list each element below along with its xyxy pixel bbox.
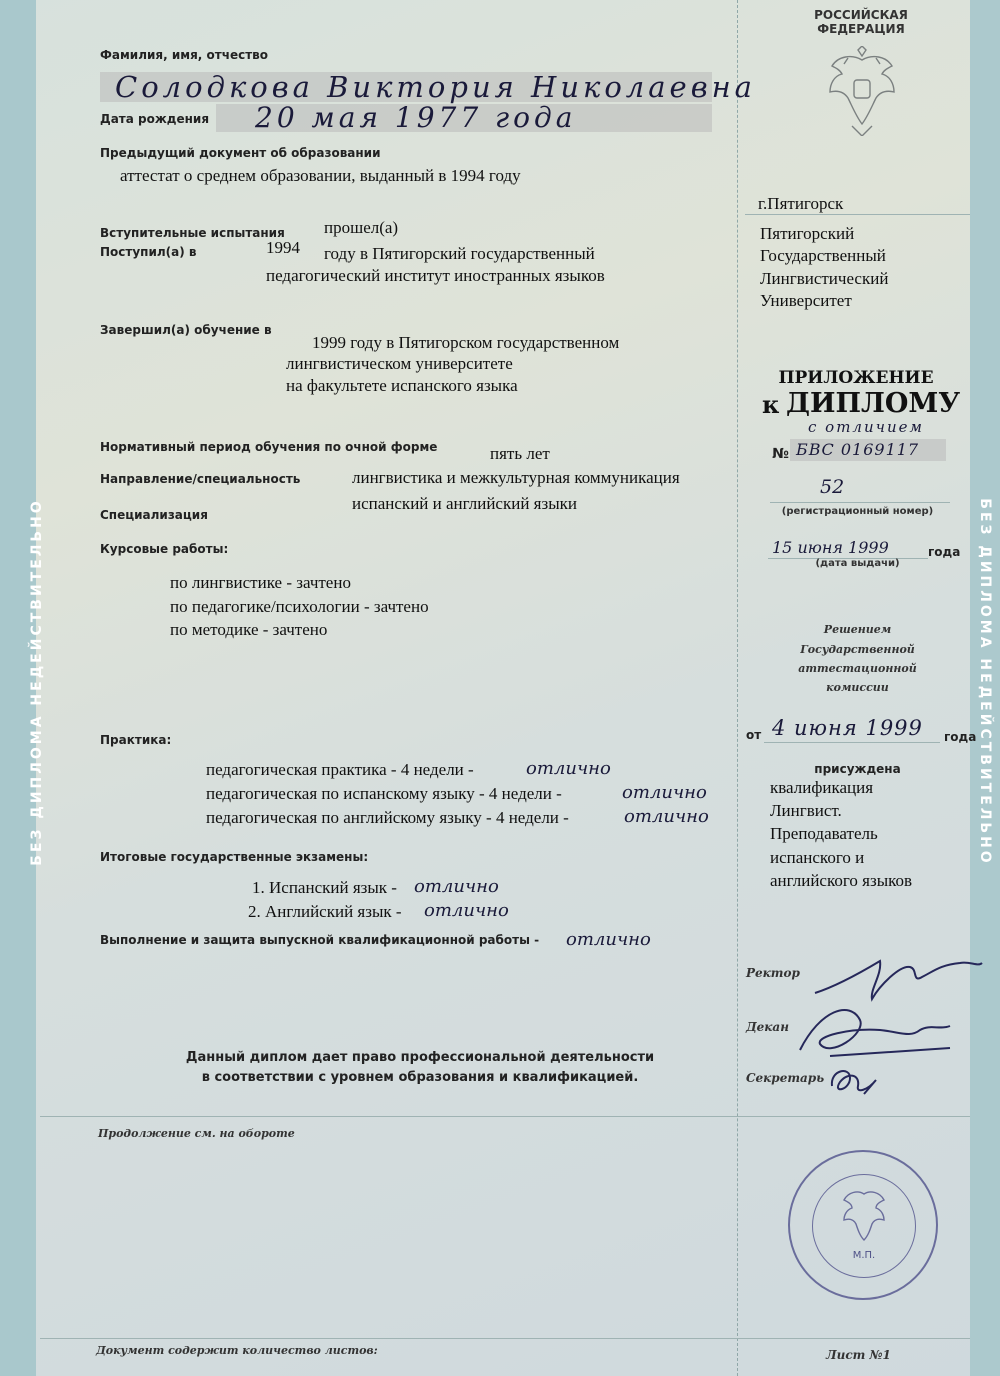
registration-number: 52 bbox=[820, 476, 845, 498]
enrolled-label: Поступил(а) в bbox=[100, 245, 197, 259]
qualification-line: квалификация bbox=[770, 778, 874, 797]
practice-grade: отлично bbox=[624, 806, 709, 827]
reg-underline bbox=[770, 502, 950, 503]
practice-item: педагогическая практика - 4 недели - bbox=[206, 760, 474, 779]
enrolled-line-1: году в Пятигорский государственный bbox=[324, 244, 595, 263]
awarded-label: присуждена bbox=[814, 762, 901, 776]
qualification-line: Преподаватель bbox=[770, 824, 878, 843]
rector-signature bbox=[810, 955, 985, 1005]
entrance-label: Вступительные испытания bbox=[100, 226, 285, 240]
number-sign: № bbox=[772, 446, 789, 462]
column-divider bbox=[737, 0, 738, 1376]
supplement-title: ПРИЛОЖЕНИЕ bbox=[778, 368, 934, 388]
country-label: РОССИЙСКАЯ bbox=[814, 8, 908, 22]
qualification-line: Лингвист. bbox=[770, 801, 842, 820]
coursework-item: по методике - зачтено bbox=[170, 620, 328, 639]
specialization-label: Специализация bbox=[100, 508, 208, 522]
seal-mp-label: М.П. bbox=[852, 1250, 876, 1261]
qualification-line: английского языков bbox=[770, 871, 913, 890]
country-label-2: ФЕДЕРАЦИЯ bbox=[817, 22, 905, 36]
dean-label: Декан bbox=[746, 1020, 789, 1034]
entrance-value: прошел(а) bbox=[324, 218, 399, 237]
prev-doc-value: аттестат о среднем образовании, выданный в 1994 году bbox=[120, 166, 521, 185]
name-label: Фамилия, имя, отчество bbox=[100, 48, 268, 62]
period-label: Нормативный период обучения по очной форме bbox=[100, 440, 438, 454]
left-vertical-notice: БЕЗ ДИПЛОМА НЕДЕЙСТВИТЕЛЬНО bbox=[29, 498, 45, 866]
issue-label: (дата выдачи) bbox=[815, 558, 900, 569]
practice-grade: отлично bbox=[622, 782, 707, 803]
issue-date: 15 июня 1999 bbox=[772, 538, 889, 557]
sheet-number: Лист №1 bbox=[826, 1348, 891, 1362]
double-headed-eagle-icon bbox=[822, 46, 902, 136]
exam-grade: отлично bbox=[424, 900, 509, 921]
seal-eagle-icon bbox=[840, 1188, 888, 1244]
from-underline bbox=[764, 742, 940, 743]
continued-note: Продолжение см. на обороте bbox=[98, 1127, 295, 1140]
right-vertical-notice: БЕЗ ДИПЛОМА НЕДЕЙСТВИТЕЛЬНО bbox=[977, 498, 993, 866]
supplement-title-k: к bbox=[762, 390, 780, 419]
diploma-number: БВС 0169117 bbox=[796, 440, 920, 459]
thesis-label: Выполнение и защита выпускной квалификационной работы - bbox=[100, 933, 540, 947]
footer-divider bbox=[40, 1116, 970, 1117]
coursework-item: по лингвистике - зачтено bbox=[170, 573, 351, 592]
enrolled-line-2: педагогический институт иностранных языков bbox=[266, 266, 605, 285]
supplement-title-diploma: ДИПЛОМУ bbox=[786, 388, 961, 419]
enrolled-year: 1994 bbox=[266, 238, 300, 257]
direction-label: Направление/специальность bbox=[100, 472, 301, 486]
thesis-grade: отлично bbox=[566, 929, 651, 950]
period-value: пять лет bbox=[490, 444, 550, 463]
sheets-label: Документ содержит количество листов: bbox=[96, 1344, 378, 1357]
decision-date: 4 июня 1999 bbox=[772, 716, 923, 740]
exams-label: Итоговые государственные экзамены: bbox=[100, 850, 369, 864]
completed-line-1: 1999 году в Пятигорском государственном bbox=[312, 333, 620, 352]
decision-line: Государственной bbox=[800, 643, 915, 656]
name-value: Солодкова Виктория Николаевна bbox=[115, 70, 756, 104]
university-line: Лингвистический bbox=[760, 269, 889, 288]
decision-line: комиссии bbox=[826, 681, 889, 694]
exam-item: 2. Английский язык - bbox=[248, 902, 402, 921]
completed-line-2: лингвистическом университете bbox=[286, 354, 513, 373]
university-line: Государственный bbox=[760, 246, 886, 265]
university-line: Пятигорский bbox=[760, 224, 855, 243]
rector-label: Ректор bbox=[746, 966, 800, 980]
qualification-line: испанского и bbox=[770, 848, 865, 867]
completed-line-3: на факультете испанского языка bbox=[286, 376, 518, 395]
practice-item: педагогическая по английскому языку - 4 недели - bbox=[206, 808, 569, 827]
rights-line-2: в соответствии с уровнем образования и квалификацией. bbox=[201, 1070, 639, 1085]
honors-note: с отличием bbox=[808, 418, 924, 436]
from-label: от bbox=[746, 728, 762, 742]
exam-item: 1. Испанский язык - bbox=[252, 878, 397, 897]
practice-label: Практика: bbox=[100, 733, 172, 747]
rights-line-1: Данный диплом дает право профессиональной деятельности bbox=[185, 1050, 655, 1065]
decision-line: Решением bbox=[823, 623, 892, 636]
from-suffix: года bbox=[944, 730, 977, 744]
practice-item: педагогическая по испанскому языку - 4 недели - bbox=[206, 784, 562, 803]
prev-doc-label: Предыдущий документ об образовании bbox=[100, 146, 381, 160]
decision-line: аттестационной bbox=[798, 662, 917, 675]
secretary-label: Секретарь bbox=[746, 1071, 825, 1085]
official-seal bbox=[788, 1150, 938, 1300]
secretary-signature bbox=[820, 1060, 900, 1100]
university-line: Университет bbox=[760, 291, 852, 310]
coursework-label: Курсовые работы: bbox=[100, 542, 229, 556]
dob-value: 20 мая 1977 года bbox=[255, 101, 577, 134]
specialization-value: испанский и английский языки bbox=[352, 494, 577, 513]
practice-grade: отлично bbox=[526, 758, 611, 779]
issue-suffix: года bbox=[928, 545, 961, 559]
bottom-divider bbox=[40, 1338, 970, 1339]
exam-grade: отлично bbox=[414, 876, 499, 897]
completed-label: Завершил(а) обучение в bbox=[100, 323, 272, 337]
city: г.Пятигорск bbox=[758, 194, 844, 213]
city-underline bbox=[745, 214, 970, 215]
registration-label: (регистрационный номер) bbox=[781, 506, 934, 517]
coursework-item: по педагогике/психологии - зачтено bbox=[170, 597, 429, 616]
direction-value: лингвистика и межкультурная коммуникация bbox=[352, 468, 680, 487]
dob-label: Дата рождения bbox=[100, 112, 210, 126]
